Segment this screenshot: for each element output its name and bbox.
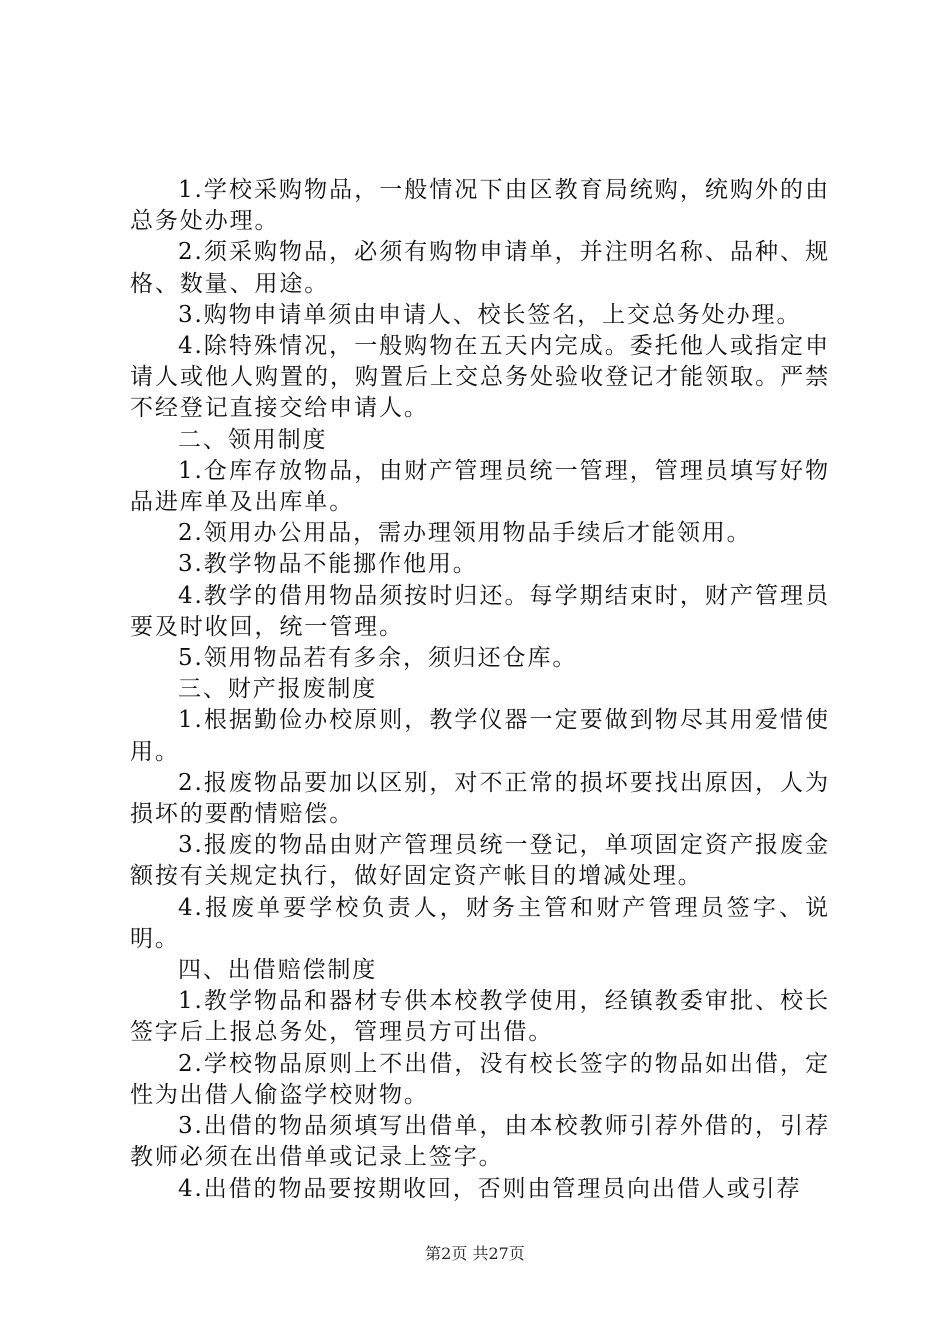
paragraph: 1.仓库存放物品，由财产管理员统一管理，管理员填写好物品进库单及出库单。 [130, 457, 830, 516]
paragraph: 2.学校物品原则上不出借，没有校长签字的物品如出借，定性为出借人偷盗学校财物。 [130, 1050, 830, 1108]
paragraph: 3.出借的物品须填写出借单，由本校教师引荐外借的，引荐教师必须在出借单或记录上签字。 [130, 1113, 830, 1171]
paragraph: 5.领用物品若有多余，须归还仓库。 [178, 645, 578, 672]
section-heading: 二、领用制度 [178, 426, 328, 453]
paragraph: 2.领用办公用品，需办理领用物品手续后才能领用。 [178, 520, 752, 547]
paragraph: 4.报废单要学校负责人，财务主管和财产管理员签字、说明。 [130, 894, 830, 952]
document-body [130, 175, 830, 1205]
paragraph: 1.教学物品和器材专供本校教学使用，经镇教委审批、校长签字后上报总务处，管理员方可出借。 [130, 988, 830, 1046]
paragraph: 4.除特殊情况，一般购物在五天内完成。委托他人或指定申请人或他人购置的，购置后上交总务处验收登记才能领取。严禁不经登记直接交给申请人。 [130, 333, 830, 422]
section-heading: 四、出借赔偿制度 [178, 957, 378, 984]
paragraph: 3.教学物品不能挪作他用。 [178, 551, 478, 578]
paragraph: 4.出借的物品要按期收回，否则由管理员向出借人或引荐 [178, 1175, 802, 1202]
paragraph: 4.教学的借用物品须按时归还。每学期结束时，财产管理员要及时收回，统一管理。 [130, 582, 830, 640]
paragraph: 3.购物申请单须由申请人、校长签名，上交总务处办理。 [178, 301, 802, 328]
paragraph: 1.根据勤俭办校原则，教学仪器一定要做到物尽其用爱惜使用。 [130, 707, 830, 765]
section-heading: 三、财产报废制度 [178, 676, 378, 703]
paragraph: 3.报废的物品由财产管理员统一登记，单项固定资产报废金额按有关规定执行，做好固定资产帐目的增减处理。 [130, 832, 830, 890]
paragraph: 2.须采购物品，必须有购物申请单，并注明名称、品种、规格、数量、用途。 [130, 239, 830, 297]
paragraph: 1.学校采购物品，一般情况下由区教育局统购，统购外的由总务处办理。 [130, 177, 830, 235]
page-number-footer: 第2页 共27页 [425, 1244, 525, 1263]
paragraph: 2.报废物品要加以区别，对不正常的损坏要找出原因，人为损坏的要酌情赔偿。 [130, 769, 830, 828]
